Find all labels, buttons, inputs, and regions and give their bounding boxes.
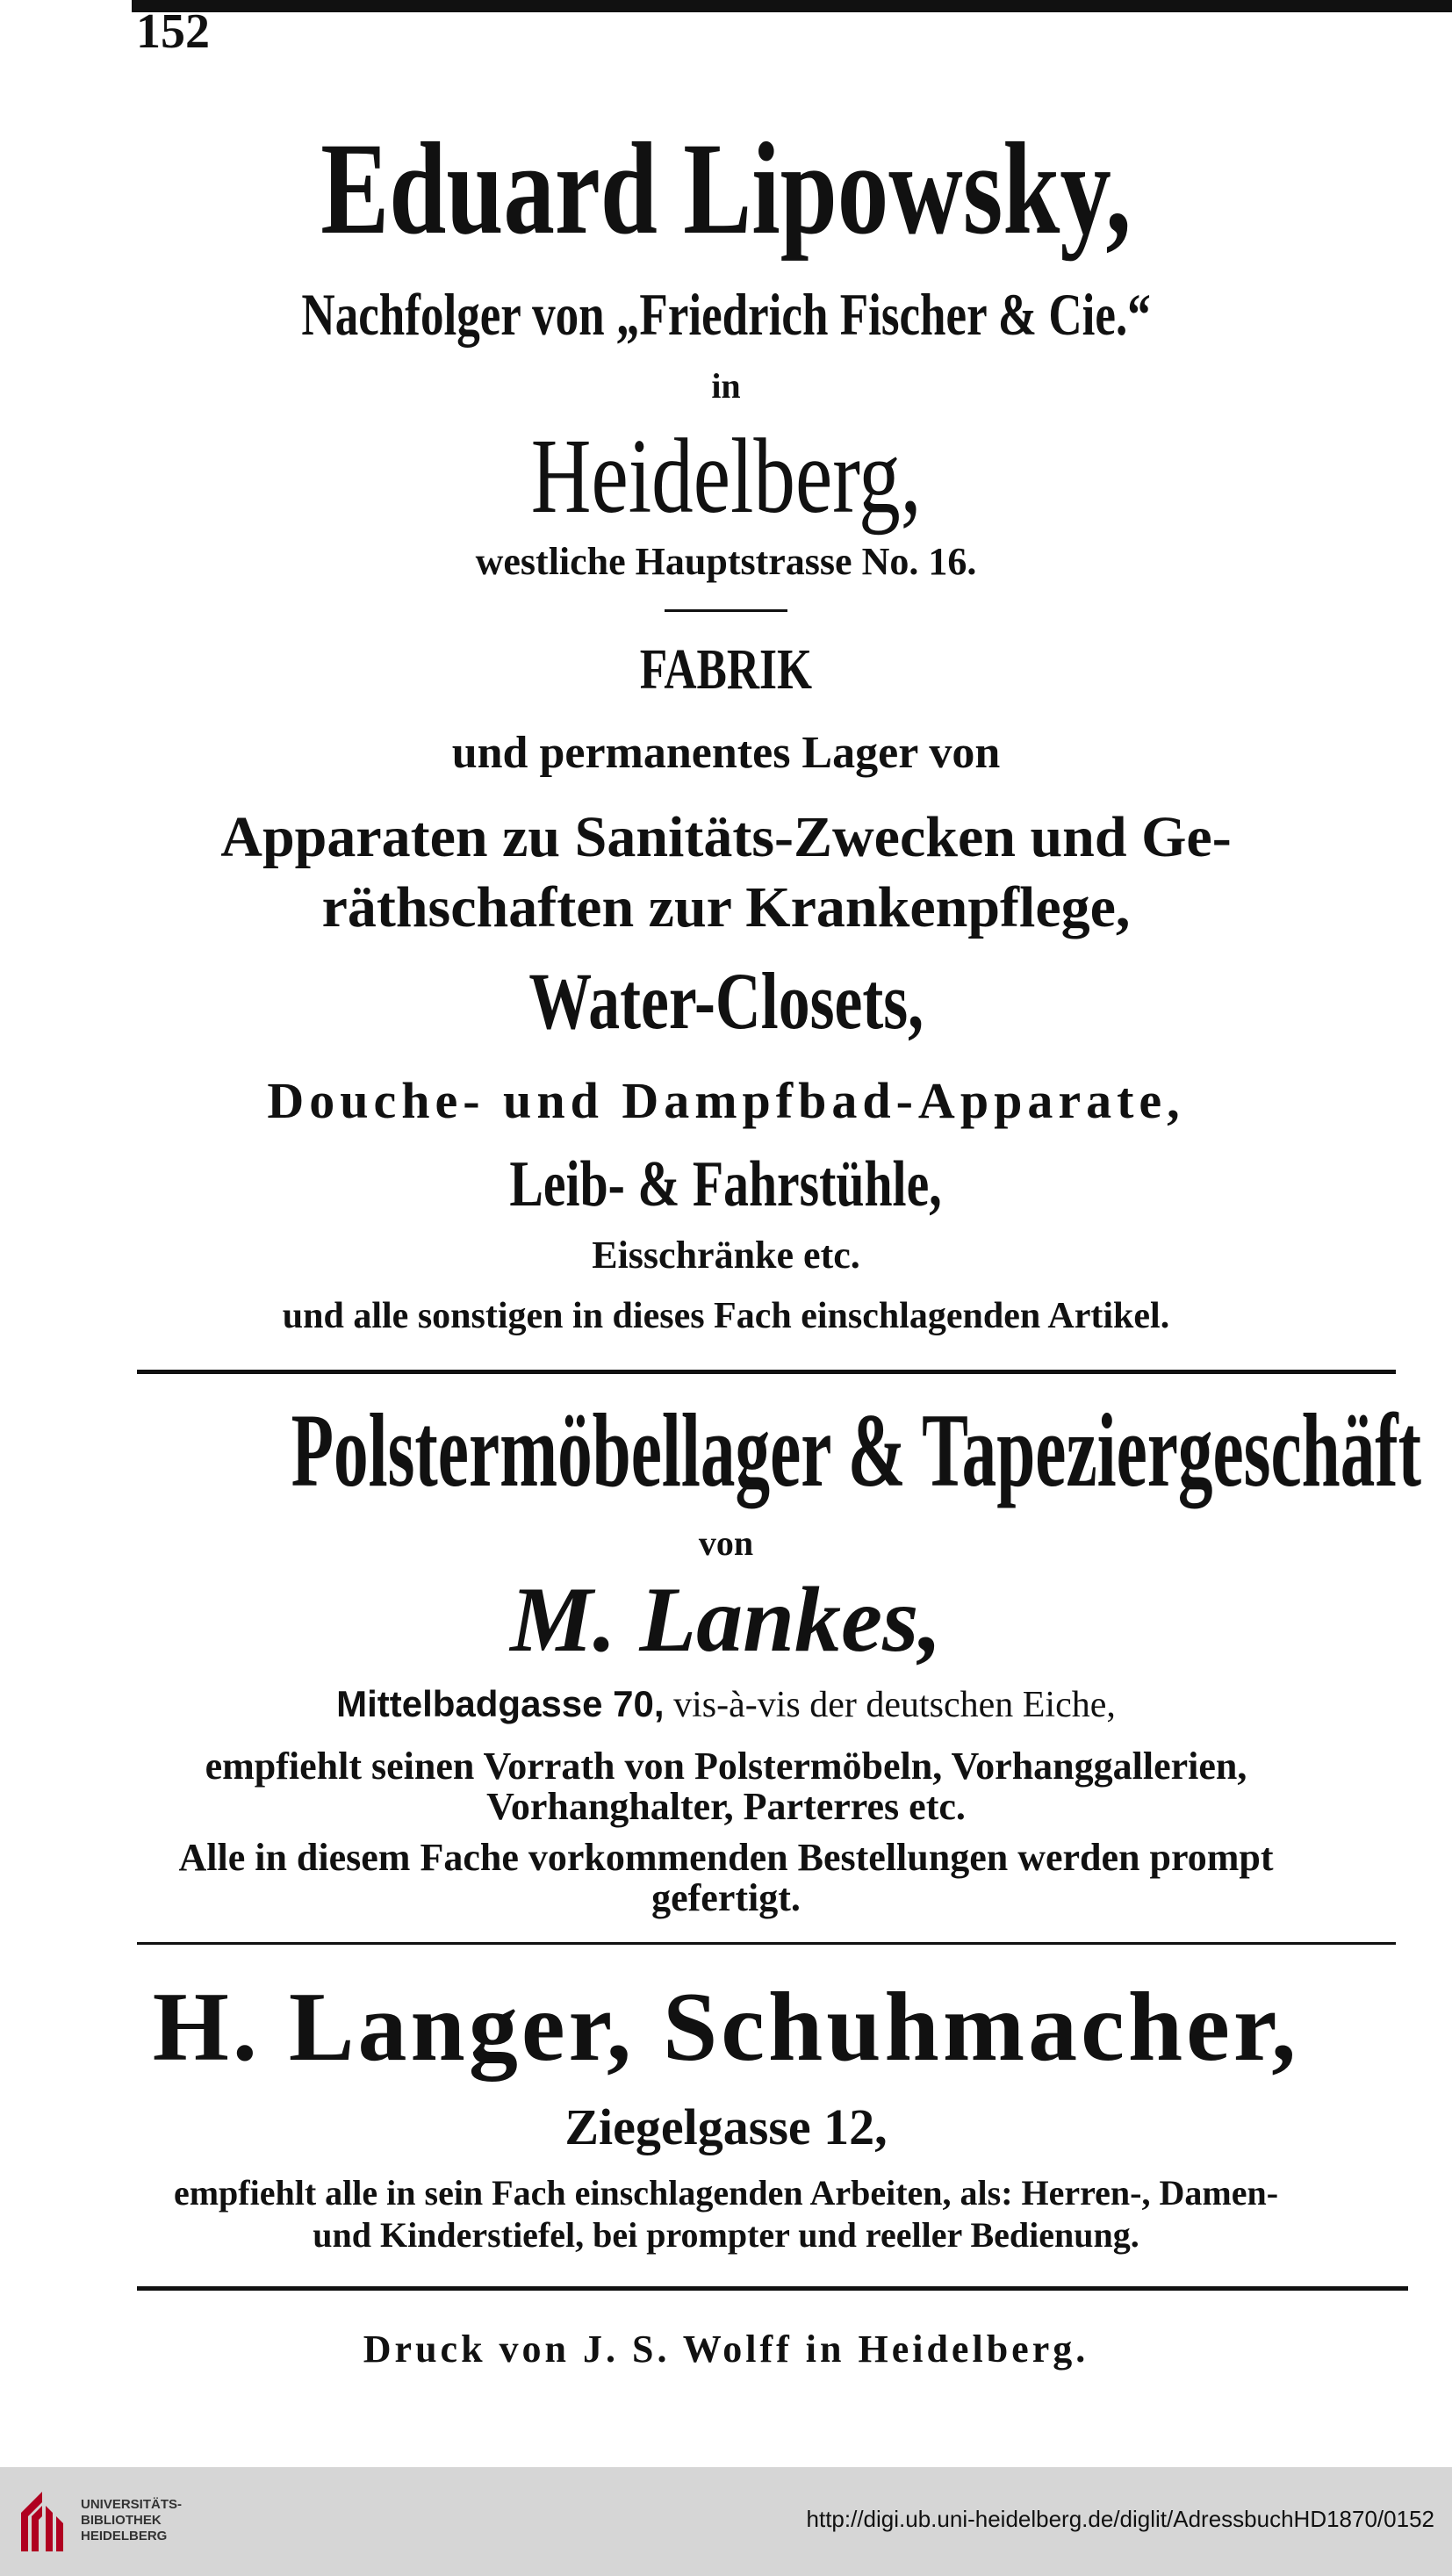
divider bbox=[665, 609, 787, 612]
section-rule bbox=[137, 2286, 1408, 2291]
ad2-line3: Alle in diesem Fache vorkommenden Bestellungen werden prompt bbox=[178, 1836, 1274, 1879]
ad2-address: Mittelbadgasse 70, vis-à-vis der deutschen Eiche, bbox=[336, 1683, 1116, 1725]
ad1-douche: Douche- und Dampfbad-Apparate, bbox=[267, 1072, 1185, 1129]
ad2-line4: gefertigt. bbox=[651, 1876, 801, 1919]
ad1-eisschraenke: Eisschränke etc. bbox=[592, 1234, 860, 1277]
ad1-apparaten-line1: Apparaten zu Sanitäts-Zwecken und Ge- bbox=[220, 805, 1232, 869]
ad3-line1: empfiehlt alle in sein Fach einschlagenden Arbeiten, als: Herren-, Damen- bbox=[173, 2173, 1279, 2213]
ad1-leib: Leib- & Fahrstühle, bbox=[509, 1148, 943, 1220]
source-url-link[interactable]: http://digi.ub.uni-heidelberg.de/diglit/AdressbuchHD1870/0152 bbox=[806, 2506, 1434, 2532]
page-number: 152 bbox=[136, 4, 210, 59]
footer-bar bbox=[0, 2467, 1452, 2576]
library-logo-text: UNIVERSITÄTS- BIBLIOTHEK HEIDELBERG bbox=[81, 2497, 183, 2544]
ad2-von: von bbox=[698, 1523, 754, 1563]
ad1-in: in bbox=[711, 366, 741, 406]
ad1-lager: und permanentes Lager von bbox=[451, 728, 1001, 778]
ad1-city: Heidelberg, bbox=[530, 417, 922, 536]
ad1-water-closets: Water-Closets, bbox=[528, 956, 924, 1046]
top-border bbox=[132, 0, 1452, 12]
section-rule bbox=[137, 1370, 1396, 1374]
ad1-successor: Nachfolger von „Friedrich Fischer & Cie.“ bbox=[301, 281, 1151, 348]
ad1-apparaten-line2: räthschaften zur Krankenpflege, bbox=[321, 875, 1131, 939]
library-logo-icon bbox=[16, 2486, 68, 2557]
ad3-address: Ziegelgasse 12, bbox=[564, 2098, 888, 2155]
ad2-line1: empfiehlt seinen Vorrath von Polstermöbeln, Vorhanggallerien, bbox=[205, 1745, 1247, 1788]
ad1-sonstigen: und alle sonstigen in dieses Fach einschlagenden Artikel. bbox=[282, 1296, 1170, 1336]
ad1-name: Eduard Lipowsky, bbox=[320, 116, 1132, 262]
ad1-address: westliche Hauptstrasse No. 16. bbox=[475, 540, 977, 583]
ad1-fabrik: FABRIK bbox=[639, 637, 813, 702]
ad2-name: M. Lankes, bbox=[510, 1568, 942, 1671]
ad3-title: H. Langer, Schuhmacher, bbox=[152, 1973, 1300, 2082]
printer-imprint: Druck von J. S. Wolff in Heidelberg. bbox=[363, 2328, 1089, 2371]
section-rule bbox=[137, 1942, 1396, 1945]
ad2-title: Polstermöbellager & Tapeziergeschäft bbox=[291, 1392, 1422, 1508]
ad2-line2: Vorhanghalter, Parterres etc. bbox=[486, 1785, 966, 1828]
ad3-line2: und Kinderstiefel, bei prompter und reeller Bedienung. bbox=[313, 2215, 1139, 2255]
